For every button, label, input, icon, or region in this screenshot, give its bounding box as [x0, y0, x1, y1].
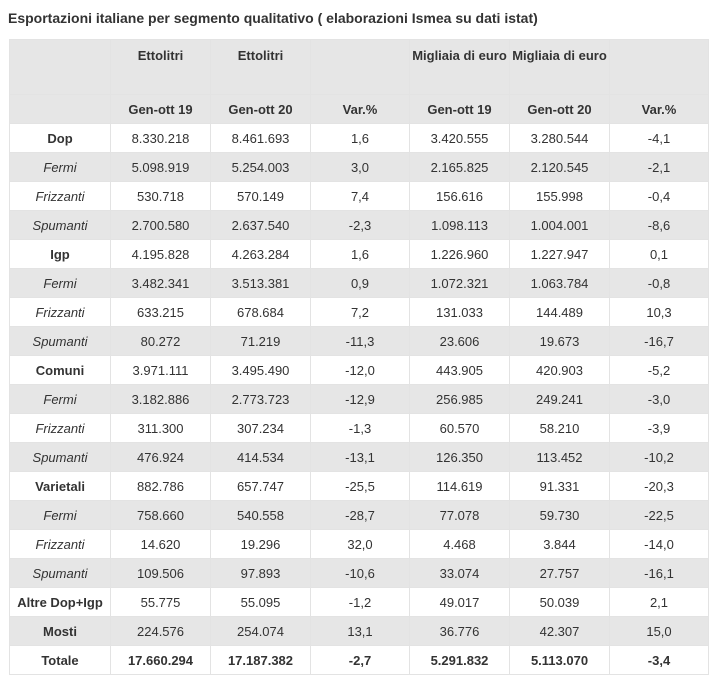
- table-cell: 3.182.886: [111, 385, 211, 414]
- row-label: Fermi: [10, 385, 111, 414]
- table-cell: 55.775: [111, 588, 211, 617]
- header-cell: [610, 40, 709, 95]
- table-cell: 1.226.960: [410, 240, 510, 269]
- table-cell: 19.296: [211, 530, 311, 559]
- table-cell: -0,8: [610, 269, 709, 298]
- table-cell: 224.576: [111, 617, 211, 646]
- table-cell: -3,4: [610, 646, 709, 675]
- table-body: [10, 40, 709, 675]
- header-cell: [10, 95, 111, 124]
- table-cell: 13,1: [311, 617, 410, 646]
- table-cell: 3.513.381: [211, 269, 311, 298]
- table-cell: 307.234: [211, 414, 311, 443]
- table-cell: 17.187.382: [211, 646, 311, 675]
- table-cell: 32,0: [311, 530, 410, 559]
- table-row: [10, 298, 709, 327]
- row-label: Spumanti: [10, 559, 111, 588]
- table-cell: 657.747: [211, 472, 311, 501]
- table-row: [10, 211, 709, 240]
- table-cell: 3,0: [311, 153, 410, 182]
- table-cell: 1.098.113: [410, 211, 510, 240]
- header-cell: Migliaia di euro: [510, 40, 610, 95]
- table-row: [10, 646, 709, 675]
- table-row: [10, 327, 709, 356]
- table-row: [10, 617, 709, 646]
- table-cell: 3.482.341: [111, 269, 211, 298]
- table-cell: 4.195.828: [111, 240, 211, 269]
- table-cell: 249.241: [510, 385, 610, 414]
- row-label: Frizzanti: [10, 182, 111, 211]
- row-label: Altre Dop+Igp: [10, 588, 111, 617]
- table-cell: 1,6: [311, 124, 410, 153]
- table-cell: 114.619: [410, 472, 510, 501]
- table-cell: 0,9: [311, 269, 410, 298]
- row-label: Fermi: [10, 269, 111, 298]
- table-cell: 414.534: [211, 443, 311, 472]
- row-label: Fermi: [10, 153, 111, 182]
- row-label: Igp: [10, 240, 111, 269]
- table-cell: -28,7: [311, 501, 410, 530]
- table-cell: 256.985: [410, 385, 510, 414]
- table-cell: 5.291.832: [410, 646, 510, 675]
- table-cell: 33.074: [410, 559, 510, 588]
- table-cell: -3,9: [610, 414, 709, 443]
- table-row: [10, 153, 709, 182]
- table-cell: 10,3: [610, 298, 709, 327]
- header-cell: Ettolitri: [211, 40, 311, 95]
- table-cell: 131.033: [410, 298, 510, 327]
- table-cell: -2,3: [311, 211, 410, 240]
- table-cell: -10,6: [311, 559, 410, 588]
- table-cell: 420.903: [510, 356, 610, 385]
- table-cell: 59.730: [510, 501, 610, 530]
- header-cell: Var.%: [610, 95, 709, 124]
- table-cell: 5.113.070: [510, 646, 610, 675]
- table-row: [10, 356, 709, 385]
- table-cell: 3.280.544: [510, 124, 610, 153]
- table-cell: 15,0: [610, 617, 709, 646]
- table-cell: 8.330.218: [111, 124, 211, 153]
- header-cell: Gen-ott 19: [410, 95, 510, 124]
- table-row: [10, 530, 709, 559]
- table-cell: 678.684: [211, 298, 311, 327]
- table-cell: -22,5: [610, 501, 709, 530]
- table-cell: -1,2: [311, 588, 410, 617]
- table-cell: 882.786: [111, 472, 211, 501]
- table-cell: 254.074: [211, 617, 311, 646]
- table-cell: 1.063.784: [510, 269, 610, 298]
- table-cell: 0,1: [610, 240, 709, 269]
- table-cell: -13,1: [311, 443, 410, 472]
- table-cell: -2,1: [610, 153, 709, 182]
- page-title: Esportazioni italiane per segmento qualitativo ( elaborazioni Ismea su dati istat): [8, 10, 538, 26]
- table-row: [10, 240, 709, 269]
- table-cell: 109.506: [111, 559, 211, 588]
- table-cell: 42.307: [510, 617, 610, 646]
- table-cell: 126.350: [410, 443, 510, 472]
- table-cell: 23.606: [410, 327, 510, 356]
- table-cell: 36.776: [410, 617, 510, 646]
- table-cell: 3.844: [510, 530, 610, 559]
- row-label: Varietali: [10, 472, 111, 501]
- table-cell: -16,1: [610, 559, 709, 588]
- table-cell: 4.263.284: [211, 240, 311, 269]
- table-cell: 1.072.321: [410, 269, 510, 298]
- table-cell: 156.616: [410, 182, 510, 211]
- table-cell: 4.468: [410, 530, 510, 559]
- table-row: [10, 501, 709, 530]
- table-cell: 2.120.545: [510, 153, 610, 182]
- table-cell: 58.210: [510, 414, 610, 443]
- table-cell: 2.700.580: [111, 211, 211, 240]
- table-cell: 77.078: [410, 501, 510, 530]
- header-cell: Ettolitri: [111, 40, 211, 95]
- table-cell: -10,2: [610, 443, 709, 472]
- table-cell: 2.165.825: [410, 153, 510, 182]
- header-cell: Gen-ott 20: [211, 95, 311, 124]
- table-cell: 113.452: [510, 443, 610, 472]
- table-cell: -5,2: [610, 356, 709, 385]
- header-cell: Gen-ott 20: [510, 95, 610, 124]
- row-label: Spumanti: [10, 327, 111, 356]
- table-row: [10, 269, 709, 298]
- table-cell: 3.971.111: [111, 356, 211, 385]
- table-cell: 530.718: [111, 182, 211, 211]
- row-label: Spumanti: [10, 211, 111, 240]
- table-row: [10, 472, 709, 501]
- table-cell: 7,2: [311, 298, 410, 327]
- table-cell: 50.039: [510, 588, 610, 617]
- header-cell: Var.%: [311, 95, 410, 124]
- table-row: [10, 588, 709, 617]
- table-row: [10, 385, 709, 414]
- row-label: Frizzanti: [10, 530, 111, 559]
- table-cell: -20,3: [610, 472, 709, 501]
- table-cell: 91.331: [510, 472, 610, 501]
- table-cell: -2,7: [311, 646, 410, 675]
- table-cell: 17.660.294: [111, 646, 211, 675]
- table-cell: 7,4: [311, 182, 410, 211]
- table-cell: 80.272: [111, 327, 211, 356]
- table-cell: -1,3: [311, 414, 410, 443]
- header-cell: Gen-ott 19: [111, 95, 211, 124]
- row-label: Spumanti: [10, 443, 111, 472]
- row-label: Mosti: [10, 617, 111, 646]
- table-cell: 1.227.947: [510, 240, 610, 269]
- table-cell: -4,1: [610, 124, 709, 153]
- table-cell: 2.637.540: [211, 211, 311, 240]
- row-label: Totale: [10, 646, 111, 675]
- table-cell: 71.219: [211, 327, 311, 356]
- table-cell: 758.660: [111, 501, 211, 530]
- table-cell: -11,3: [311, 327, 410, 356]
- table-cell: 311.300: [111, 414, 211, 443]
- row-label: Frizzanti: [10, 414, 111, 443]
- table-cell: 443.905: [410, 356, 510, 385]
- table-cell: 540.558: [211, 501, 311, 530]
- table-cell: -0,4: [610, 182, 709, 211]
- table-cell: 2,1: [610, 588, 709, 617]
- table-cell: 633.215: [111, 298, 211, 327]
- table-cell: 1.004.001: [510, 211, 610, 240]
- table-cell: 476.924: [111, 443, 211, 472]
- table-cell: -14,0: [610, 530, 709, 559]
- row-label: Dop: [10, 124, 111, 153]
- table-cell: 5.098.919: [111, 153, 211, 182]
- table-cell: -3,0: [610, 385, 709, 414]
- table-cell: 55.095: [211, 588, 311, 617]
- table-cell: -12,9: [311, 385, 410, 414]
- table-cell: 155.998: [510, 182, 610, 211]
- table-cell: 3.495.490: [211, 356, 311, 385]
- header-cell: [10, 40, 111, 95]
- table-cell: -12,0: [311, 356, 410, 385]
- table-cell: -25,5: [311, 472, 410, 501]
- table-cell: 14.620: [111, 530, 211, 559]
- table-cell: 19.673: [510, 327, 610, 356]
- header-cell: [311, 40, 410, 95]
- table-row: [10, 559, 709, 588]
- table-row: [10, 182, 709, 211]
- header-row-units: [10, 40, 709, 95]
- table-cell: 3.420.555: [410, 124, 510, 153]
- row-label: Comuni: [10, 356, 111, 385]
- table-cell: 60.570: [410, 414, 510, 443]
- table-cell: 5.254.003: [211, 153, 311, 182]
- table-cell: 49.017: [410, 588, 510, 617]
- exports-table: [9, 39, 709, 675]
- table-cell: 570.149: [211, 182, 311, 211]
- table-cell: -8,6: [610, 211, 709, 240]
- row-label: Frizzanti: [10, 298, 111, 327]
- table-row: [10, 414, 709, 443]
- table-cell: 2.773.723: [211, 385, 311, 414]
- table-cell: 1,6: [311, 240, 410, 269]
- table-cell: 97.893: [211, 559, 311, 588]
- table-row: [10, 443, 709, 472]
- table-cell: 27.757: [510, 559, 610, 588]
- table-cell: 144.489: [510, 298, 610, 327]
- table-cell: -16,7: [610, 327, 709, 356]
- header-row-periods: [10, 95, 709, 124]
- table-cell: 8.461.693: [211, 124, 311, 153]
- header-cell: Migliaia di euro: [410, 40, 510, 95]
- row-label: Fermi: [10, 501, 111, 530]
- table-row: [10, 124, 709, 153]
